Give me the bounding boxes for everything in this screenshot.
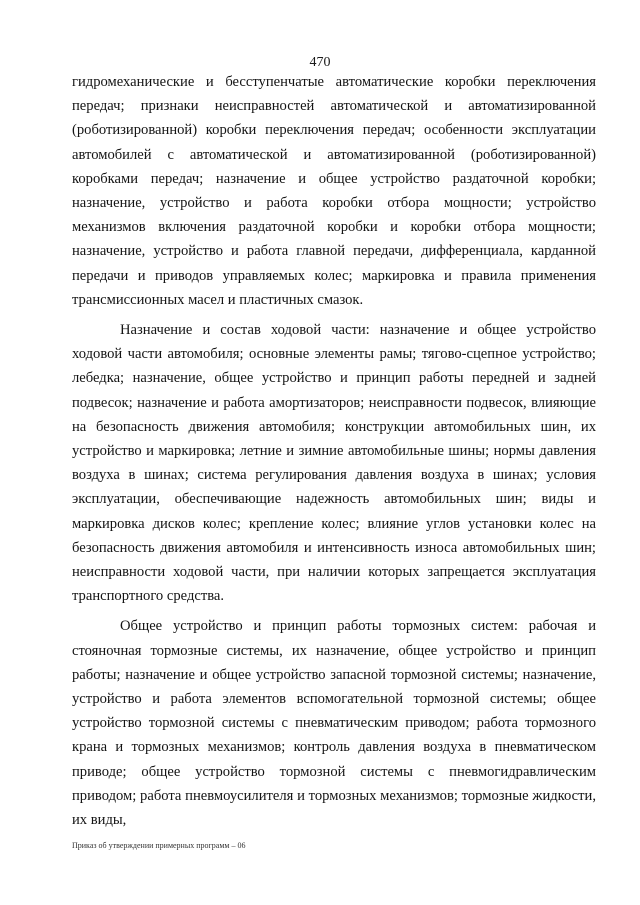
page-number: 470 [309, 55, 331, 70]
paragraph-chassis: Назначение и состав ходовой части: назначение и общее устройство ходовой части автомобиля; основные элементы рамы; тягово-сцепное устройство; лебедка; назначение, общее устройство и принцип работы передней и задней подвесок; назначение и работа амортизаторов; неисправности подвесок, влияющие на безопасность движения автомобиля; конструкции автомобильных шин, их устройство и маркировка; летние и зимние автомобильные шины; нормы давления воздуха в шинах; система регулирования давления воздуха в шинах; условия эксплуатации, обеспечивающие надежность автомобильных шин; виды и маркировка дисков колес; крепление колес; влияние углов установки колес на безопасность движения автомобиля и интенсивность износа автомобильных шин; неисправности ходовой части, при наличии которых запрещается эксплуатация транспортного средства. [72, 322, 596, 605]
paragraph-transmission: гидромеханические и бесступенчатые автоматические коробки переключения передач; признаки неисправностей автоматической и автоматизированной (роботизированной) коробки переключения передач; особенности эксплуатации автомобилей с автоматической и автоматизированной (роботизированной) коробками передач; назначение и общее устройство раздаточной коробки; назначение, устройство и работа коробки отбора мощности; устройство механизмов включения раздаточной коробки и коробки отбора мощности; назначение, устройство и работа главной передачи, дифференциала, карданной передачи и приводов управляемых колес; маркировка и правила применения трансмиссионных масел и пластичных смазок. [72, 74, 596, 308]
page-footer: Приказ об утверждении примерных программ – 06 [72, 841, 246, 850]
paragraph-brakes: Общее устройство и принцип работы тормозных систем: рабочая и стояночная тормозные системы, их назначение, общее устройство и принцип работы; назначение и общее устройство запасной тормозной системы; назначение, устройство и работа элементов вспомогательной тормозной системы; общее устройство тормозной системы с пневматическим приводом; работа тормозного крана и тормозных механизмов; контроль давления воздуха в пневматическом приводе; общее устройство тормозной системы с пневмогидравлическим приводом; работа пневмоусилителя и тормозных механизмов; тормозные жидкости, их виды, [72, 618, 596, 829]
body-text [72, 70, 596, 832]
